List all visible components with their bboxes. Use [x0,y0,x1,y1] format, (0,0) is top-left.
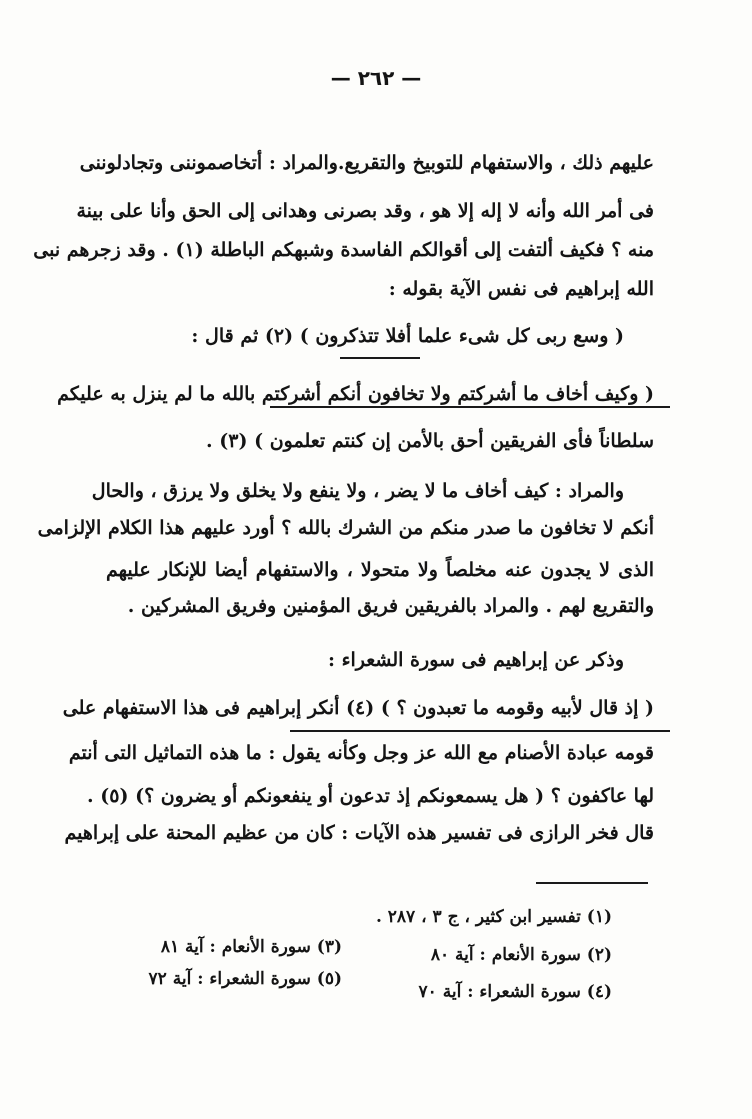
footnote-text: تفسير ابن كثير ، ج ٣ ، ٢٨٧ . [375,907,581,927]
footnote-item [161,935,342,959]
footnote-text: سورة الشعراء : آية ٧٠ [418,982,581,1002]
text-line: والتقريع لهم . والمراد بالفريقين فريق المؤمنين وفريق المشركين . [127,595,654,617]
footnote-number: (١) [586,907,612,927]
page-number: — ٢٦٢ — [330,66,422,90]
text-line: الله إبراهيم فى نفس الآية بقوله : [388,278,654,300]
underline [270,406,670,408]
footnote-text: سورة الأنعام : آية ٨٠ [430,945,581,965]
quran-verse-line: ( وكيف أخاف ما أشركتم ولا تخافون أنكم أشركتم بالله ما لم ينزل به عليكم [57,383,654,405]
footnote-item [376,905,612,929]
quran-verse-line: ( وسع ربى كل شىء علما أفلا تتذكرون ) (٢) ثم قال : [191,325,624,347]
text-line: أنكم لا تخافون ما صدر منكم من الشرك بالله ؟ أورد عليهم هذا الكلام الإلزامى [37,517,654,539]
text-line: فى أمر الله وأنه لا إله إلا هو ، وقد بصرنى وهدانى إلى الحق وأنا على بينة [76,200,654,222]
footnote-item [419,980,612,1004]
footnote-item [431,943,612,967]
underline [340,357,420,359]
footnote-number: (٢) [586,945,612,965]
text-line: وذكر عن إبراهيم فى سورة الشعراء : [327,649,624,671]
text-line: قومه عبادة الأصنام مع الله عز وجل وكأنه يقول : ما هذه التماثيل التى أنتم [68,742,654,764]
underline [290,730,670,732]
text-line: والمراد : كيف أخاف ما لا يضر ، ولا ينفع ولا يخلق ولا يرزق ، والحال [91,480,624,502]
footnote-number: (٥) [316,969,342,989]
text-line: الذى لا يجدون عنه مخلصاً ولا متحولا ، والاستفهام أيضا للإنكار عليهم [106,559,654,581]
text-line: قال فخر الرازى فى تفسير هذه الآيات : كان من عظيم المحنة على إبراهيم [64,822,654,844]
footnote-text: سورة الأنعام : آية ٨١ [160,937,311,957]
quran-verse-line: ( إذ قال لأبيه وقومه ما تعبدون ؟ ) (٤) أنكر إبراهيم فى هذا الاستفهام على [62,697,654,719]
footnote-number: (٣) [316,937,342,957]
text-line: عليهم ذلك ، والاستفهام للتوبيخ والتقريع.والمراد : أتخاصموننى وتجادلوننى [79,152,654,174]
footnote-number: (٤) [586,982,612,1002]
text-line: منه ؟ فكيف ألتفت إلى أقوالكم الفاسدة وشبهكم الباطلة (١) . وقد زجرهم نبى [33,239,654,261]
quran-verse-line: لها عاكفون ؟ ( هل يسمعونكم إذ تدعون أو ينفعونكم أو يضرون ؟) (٥) . [87,785,654,807]
footnote-text: سورة الشعراء : آية ٧٢ [148,969,311,989]
footnote-separator [536,882,648,884]
quran-verse-line: سلطاناً فأى الفريقين أحق بالأمن إن كنتم تعلمون ) (٣) . [206,430,654,452]
footnote-item [149,967,342,991]
